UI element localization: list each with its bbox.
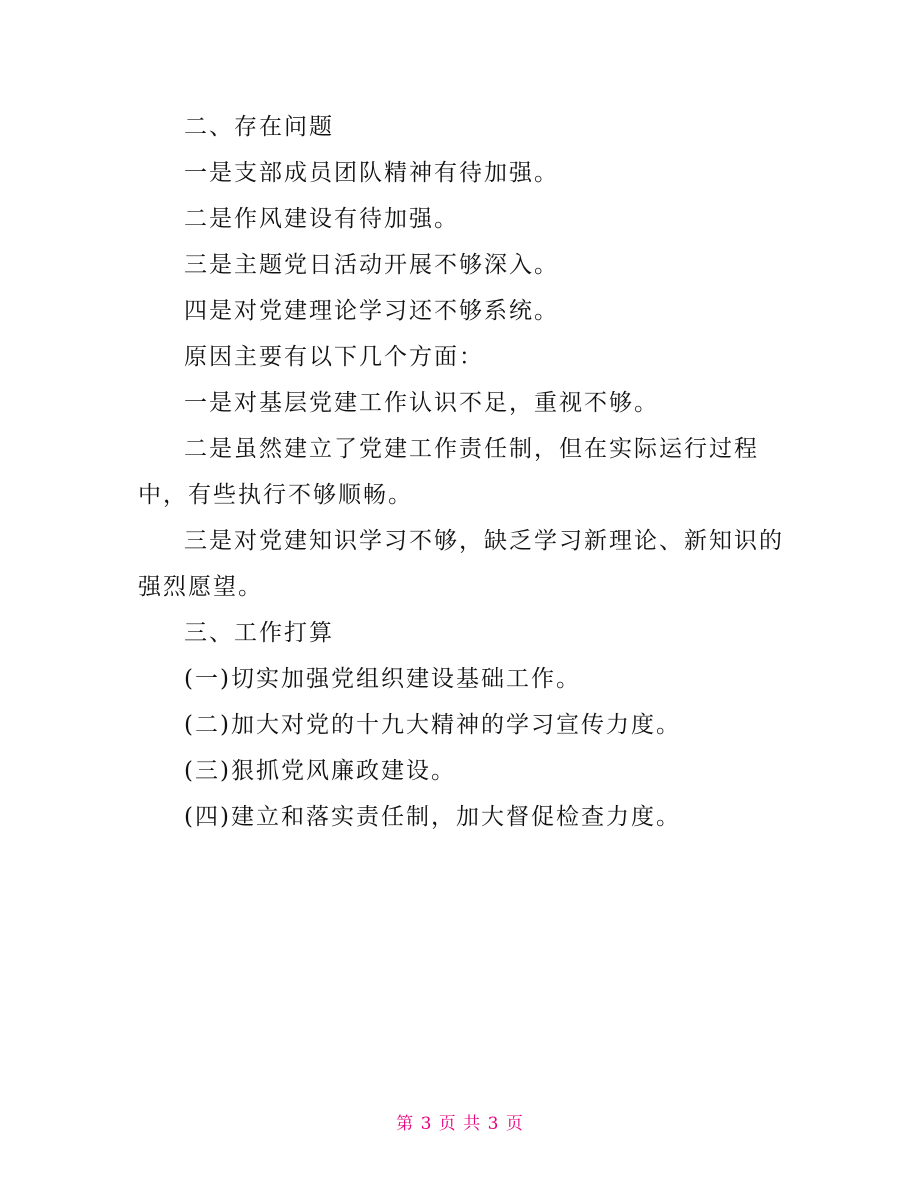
document-body xyxy=(138,104,788,840)
problem-item-1: 一是支部成员团队精神有待加强。 xyxy=(184,160,559,186)
problem-item-2: 二是作风建设有待加强。 xyxy=(184,206,459,232)
section-heading-problems: 二、存在问题 xyxy=(184,114,334,140)
reason-item-3: 三是对党建知识学习不够，缺乏学习新理论、新知识的强烈愿望。 xyxy=(138,528,784,600)
section-heading-plans: 三、工作打算 xyxy=(184,620,334,646)
reason-item-2: 二是虽然建立了党建工作责任制，但在实际运行过程中，有些执行不够顺畅。 xyxy=(138,436,759,508)
reason-item-1: 一是对基层党建工作认识不足，重视不够。 xyxy=(184,390,659,416)
plan-item-3: (三)狠抓党风廉政建设。 xyxy=(184,758,456,784)
reasons-intro: 原因主要有以下几个方面： xyxy=(184,344,484,370)
problem-item-4: 四是对党建理论学习还不够系统。 xyxy=(184,298,559,324)
page-footer: 第 3 页 共 3 页 xyxy=(396,1114,524,1134)
plan-item-4: (四)建立和落实责任制，加大督促检查力度。 xyxy=(184,804,681,830)
problem-item-3: 三是主题党日活动开展不够深入。 xyxy=(184,252,559,278)
plan-item-2: (二)加大对党的十九大精神的学习宣传力度。 xyxy=(184,712,681,738)
plan-item-1: (一)切实加强党组织建设基础工作。 xyxy=(184,666,581,692)
